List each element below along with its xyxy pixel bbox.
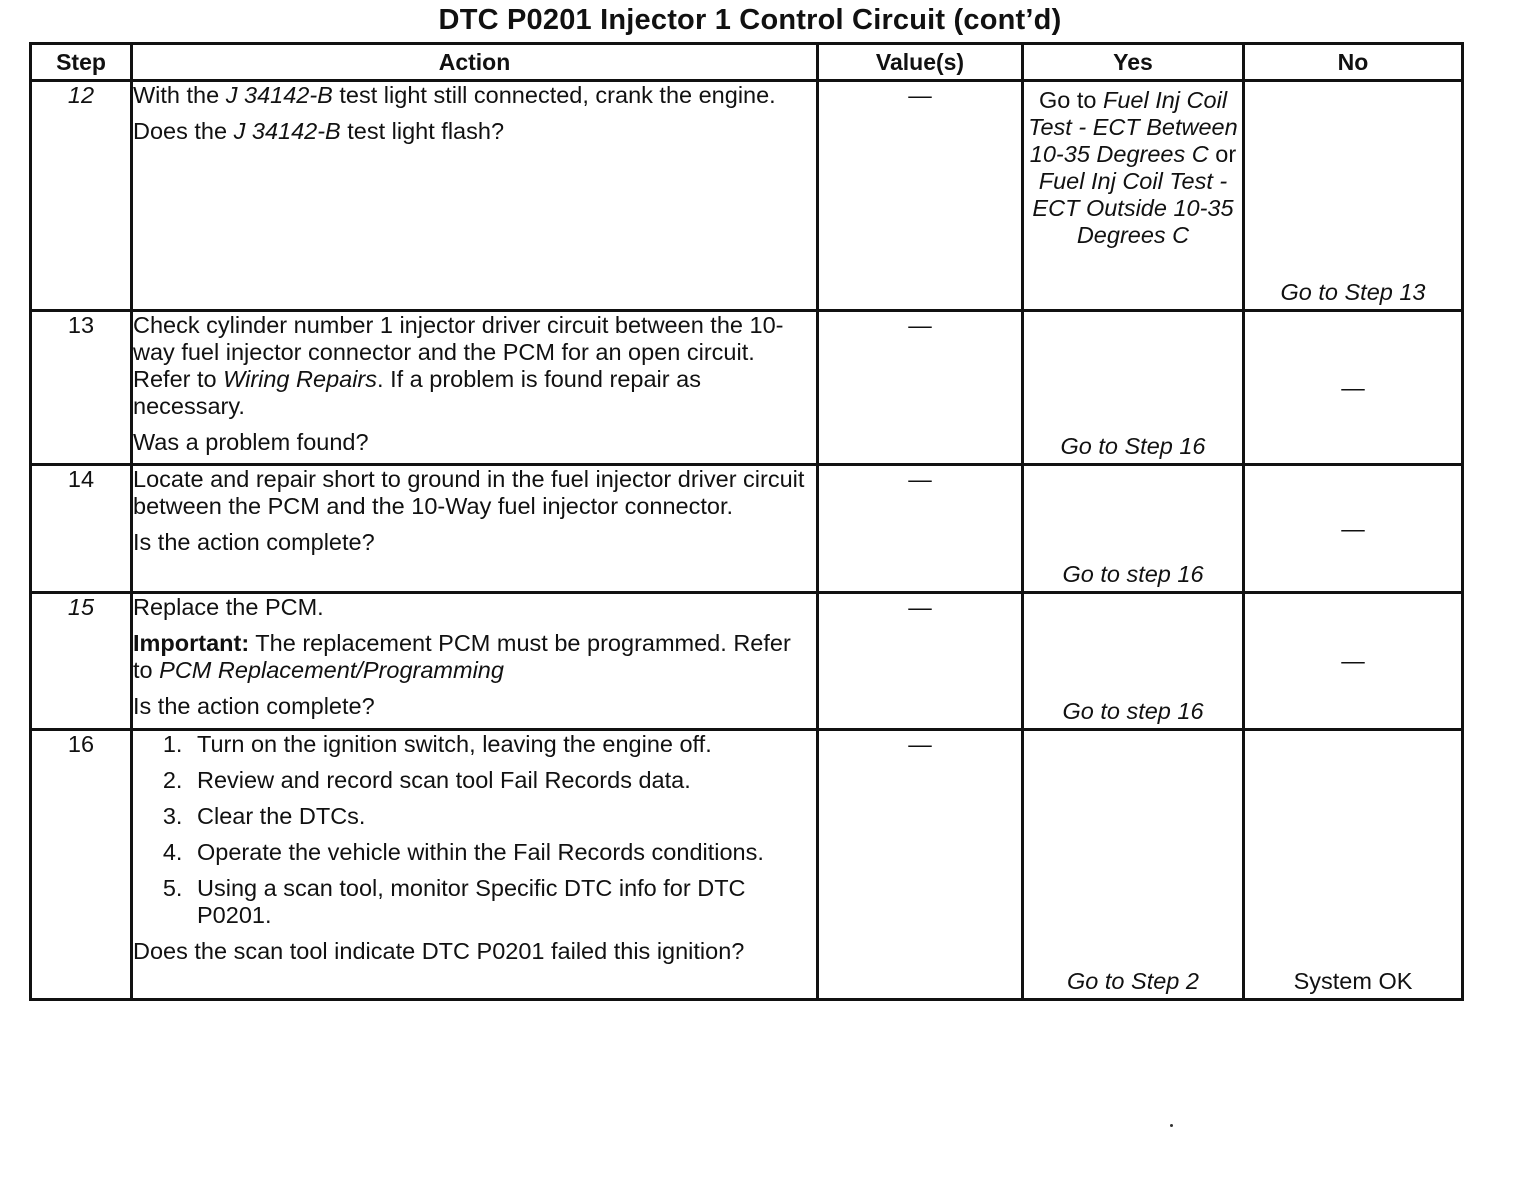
- action-question: Does the J 34142-B test light flash?: [133, 118, 505, 144]
- system-ok-value: System OK: [1293, 968, 1413, 994]
- list-item: 4. Operate the vehicle within the Fail Records conditions.: [189, 839, 816, 866]
- table-row-step-13: [31, 311, 1463, 465]
- action-question: Does the scan tool indicate DTC P0201 failed this ignition?: [133, 938, 745, 964]
- no-value: —: [1341, 515, 1365, 541]
- step-number: 12: [31, 81, 132, 311]
- tool-ref: J 34142-B: [225, 82, 333, 108]
- action-cell: [132, 593, 818, 730]
- action-cell: [132, 311, 818, 465]
- no-cell: [1244, 465, 1463, 593]
- wiring-repairs-link[interactable]: Wiring Repairs: [223, 366, 378, 392]
- no-cell: [1244, 311, 1463, 465]
- value-cell: —: [818, 465, 1023, 593]
- no-cell: [1244, 593, 1463, 730]
- list-item: 5. Using a scan tool, monitor Specific DTC info for DTC P0201.: [189, 875, 816, 929]
- diagnostic-table: [29, 42, 1464, 1001]
- header-step: Step: [31, 44, 132, 81]
- tool-ref: J 34142-B: [233, 118, 341, 144]
- fuel-inj-test-outside-link[interactable]: Fuel Inj Coil Test - ECT Outside 10-35 Degrees C: [1032, 168, 1234, 248]
- yes-cell: Go to Fuel Inj Coil Test - ECT Between 10-35 Degrees C or Fuel Inj Coil Test - ECT Outside 10-35 Degrees C: [1023, 81, 1244, 311]
- action-question: Was a problem found?: [133, 429, 369, 455]
- go-to-step-16-link[interactable]: Go to Step 16: [1060, 433, 1206, 459]
- yes-cell: [1023, 465, 1244, 593]
- header-row: [31, 44, 1463, 81]
- no-cell: [1244, 730, 1463, 1000]
- no-value: —: [1341, 374, 1365, 400]
- table-row-step-16: [31, 730, 1463, 1000]
- value-cell: —: [818, 311, 1023, 465]
- header-yes: Yes: [1023, 44, 1244, 81]
- yes-cell: [1023, 311, 1244, 465]
- step-number: 15: [31, 593, 132, 730]
- pcm-replacement-link[interactable]: PCM Replacement/Programming: [159, 657, 504, 683]
- header-action: Action: [132, 44, 818, 81]
- value-cell: —: [818, 730, 1023, 1000]
- action-cell: [132, 81, 818, 311]
- go-to-step-2-link[interactable]: Go to Step 2: [1067, 968, 1199, 994]
- list-item: 2. Review and record scan tool Fail Records data.: [189, 767, 816, 794]
- list-item: 1. Turn on the ignition switch, leaving the engine off.: [189, 731, 816, 758]
- action-instruction: Check cylinder number 1 injector driver circuit between the 10-way fuel injector connector and the PCM for an open circuit. Refer to Wiring Repairs. If a problem is found repair as necessary.: [133, 312, 784, 419]
- important-label: Important:: [133, 630, 250, 656]
- go-to-step-13-link[interactable]: Go to Step 13: [1280, 279, 1426, 305]
- value-cell: —: [818, 593, 1023, 730]
- action-instruction: Replace the PCM.: [133, 594, 324, 620]
- scan-speck: [1170, 1124, 1173, 1127]
- important-note: Important: The replacement PCM must be programmed. Refer to PCM Replacement/Programming: [133, 630, 791, 683]
- action-instruction: With the J 34142-B test light still connected, crank the engine.: [133, 82, 776, 108]
- no-value: —: [1341, 647, 1365, 674]
- page-title: DTC P0201 Injector 1 Control Circuit (cont’d): [438, 4, 1062, 36]
- table-row-step-14: [31, 465, 1463, 593]
- go-to-step-16-link[interactable]: Go to step 16: [1062, 561, 1204, 587]
- step-number: 13: [31, 311, 132, 465]
- action-instruction: Locate and repair short to ground in the fuel injector driver circuit between the PCM and the 10-Way fuel injector connector.: [133, 466, 805, 519]
- yes-cell: [1023, 593, 1244, 730]
- header-no: No: [1244, 44, 1463, 81]
- value-cell: —: [818, 81, 1023, 311]
- action-cell: [132, 730, 818, 1000]
- step-number: 14: [31, 465, 132, 593]
- header-values: Value(s): [818, 44, 1023, 81]
- fuel-inj-test-between-link[interactable]: Fuel Inj Coil Test - ECT Between 10-35 Degrees C: [1028, 87, 1238, 167]
- action-question: Is the action complete?: [133, 693, 375, 719]
- action-cell: [132, 465, 818, 593]
- no-cell: [1244, 81, 1463, 311]
- step-number: 16: [31, 730, 132, 1000]
- action-question: Is the action complete?: [133, 529, 375, 555]
- table-row-step-12: [31, 81, 1463, 311]
- table-row-step-15: [31, 593, 1463, 730]
- yes-cell: [1023, 730, 1244, 1000]
- list-item: 3. Clear the DTCs.: [189, 803, 816, 830]
- go-to-step-16-link[interactable]: Go to step 16: [1062, 698, 1204, 724]
- procedure-list: [133, 731, 816, 929]
